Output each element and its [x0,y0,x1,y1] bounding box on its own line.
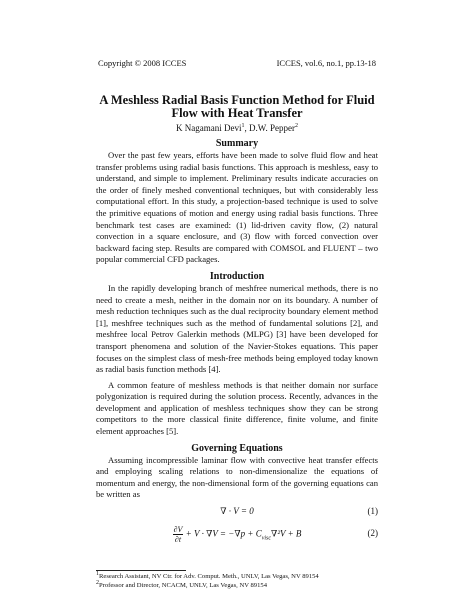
introduction-paragraph-1: In the rapidly developing branch of meshfree numerical methods, there is no need to create a mesh, neither in the domain nor on its boundary. A number of mesh reduction techniques such as the dual reciprocity boundary element method [1], meshfree techniques such as the method of fundamental solutions [2], and meshfree local Petrov Galerkin methods (MLPG) [3] have been developed for transport phenomena and solution of the Navier-Stokes equations. This paper focuses on the simplest class of mesh-free methods being employed today known as radial basis function methods [4]. [96,282,378,375]
equation-2-tail: ∇²V + B [271,528,302,539]
equation-2-middle: + V · ∇V = −∇p + C [183,528,262,539]
equation-1 [96,504,378,520]
equation-2-subscript: visc [261,535,272,542]
paper-body [96,94,378,545]
author-1-name: K Nagamani Devi [176,123,242,133]
equation-2 [96,523,378,545]
footnotes [96,570,378,590]
footnote-1-mark: 1 [96,570,99,577]
author-separator: , [244,123,250,133]
copyright-note: Copyright © 2008 ICCES [98,58,187,68]
summary-paragraph: Over the past few years, efforts have been made to solve fluid flow and heat transfer problems using radial basis functions. This approach is meshless, easy to understand, and simple to implement. Preliminary results indicate accuracies on the order of finely meshed conventional techniques, but with considerably less computational effort. In this study, a projection-based technique is used to solve the primitive equations of motion and energy using radial basis functions. Three benchmark test cases are examined: (1) lid-driven cavity flow, (2) natural convection in a square enclosure, and (3) flow with forced convection over backward facing step. Results are compared with COMSOL and FLUENT – two popular commercial CFD packages. [96,150,378,265]
footnote-1-text: Research Assistant, NV Ctr. for Adv. Comput. Meth., UNLV, Las Vegas, NV 89154 [99,573,319,580]
governing-equations-heading: Governing Equations [191,442,283,454]
author-line [96,123,378,133]
footnote-2 [96,579,378,591]
footnote-2-text: Professor and Director, NCACM, UNLV, Las Vegas, NV 89154 [99,581,267,589]
equation-1-number: (1) [367,506,378,517]
introduction-heading: Introduction [209,270,265,282]
governing-equations-paragraph: Assuming incompressible laminar flow with convective heat transfer effects and employing scaling relations to non-dimensionalize the equations of momentum and energy, the non-dimensional form of the governing equations can be written as [96,454,378,500]
introduction-paragraph-2: A common feature of meshless methods is that neither domain nor surface polygonization is required during the solution process. Recently, advances in the development and application of meshless techniques show they can be strong competitors to the more classical finite difference, finite volume, and finite element approaches [5]. [96,379,378,437]
author-1-footnote-mark: 1 [241,123,245,129]
equation-1-body: ∇ · V = 0 [220,506,254,517]
author-2-footnote-mark: 2 [294,123,298,129]
footnote-rule [96,570,186,571]
equation-2-fraction [173,525,184,544]
equation-2-body [96,525,378,544]
summary-heading: Summary [215,138,259,149]
equation-2-fraction-numerator: ∂V [173,525,183,535]
equation-2-fraction-denominator: ∂t [174,535,182,545]
equation-2-number: (2) [367,528,378,539]
footnote-2-mark: 2 [96,579,99,586]
journal-citation: ICCES, vol.6, no.1, pp.13-18 [276,58,376,68]
paper-title: A Meshless Radial Basis Function Method for Fluid Flow with Heat Transfer [99,93,375,120]
footnote-1 [96,570,378,582]
author-2-name: D.W. Pepper [249,123,295,133]
